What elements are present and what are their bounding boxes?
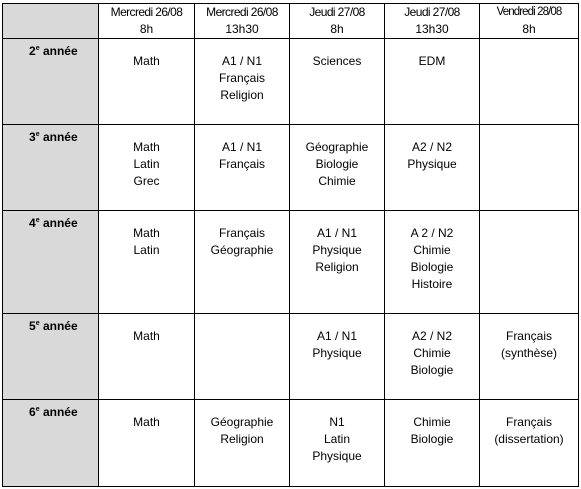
table-row	[3, 400, 579, 487]
subject-label: A1 / N1	[316, 226, 358, 240]
subject-label: Français	[505, 329, 552, 343]
column-header	[195, 4, 290, 39]
subject-label: A1 / N1	[221, 54, 263, 68]
subject-label: Biologie	[410, 432, 454, 446]
row-header	[3, 400, 99, 487]
schedule-cell	[385, 39, 480, 125]
subject-label: Math	[133, 415, 160, 429]
table-row	[3, 125, 579, 211]
schedule-cell	[99, 39, 195, 125]
subject-label: A 2 / N2	[410, 226, 454, 240]
subject-label: Math	[133, 226, 160, 240]
subject-label: Religion	[315, 260, 359, 274]
subject-label: Histoire	[411, 277, 453, 291]
subject-label: Français	[505, 415, 552, 429]
year-number: 6	[29, 405, 36, 419]
subject-label: Français	[218, 157, 265, 171]
schedule-cell	[99, 400, 195, 487]
subject-label: EDM	[418, 54, 446, 68]
column-header	[480, 4, 579, 39]
subject-label: N1	[329, 415, 345, 429]
year-number: 3	[29, 130, 36, 144]
schedule-cell	[480, 314, 579, 400]
column-day: Mercredi 26/08	[206, 5, 278, 19]
schedule-cell	[99, 125, 195, 211]
column-header	[290, 4, 385, 39]
year-label: année	[42, 44, 78, 58]
subject-label: Sciences	[312, 54, 362, 68]
subject-label: Géographie	[305, 140, 369, 154]
subject-label: A1 / N1	[221, 140, 263, 154]
table-row	[3, 314, 579, 400]
subject-label: Latin	[323, 432, 351, 446]
subject-label: A1 / N1	[316, 329, 358, 343]
subject-label: Biologie	[410, 260, 454, 274]
column-header	[385, 4, 480, 39]
subject-label: Chimie	[413, 243, 451, 257]
schedule-cell	[385, 125, 480, 211]
subject-label: A2 / N2	[411, 140, 453, 154]
schedule-cell	[385, 400, 480, 487]
row-header	[3, 314, 99, 400]
row-header	[3, 125, 99, 211]
year-superscript: e	[35, 45, 40, 52]
column-day: Jeudi 27/08	[309, 5, 365, 19]
subject-label: Latin	[133, 157, 160, 171]
column-day: Jeudi 27/08	[404, 5, 460, 19]
subject-label: Chimie	[413, 415, 451, 429]
year-number: 4	[29, 216, 36, 230]
subject-label: Physique	[407, 157, 457, 171]
column-time: 13h30	[225, 22, 259, 36]
subject-label: Physique	[312, 243, 362, 257]
exam-schedule-table	[2, 3, 579, 487]
column-header	[99, 4, 195, 39]
schedule-cell	[195, 211, 290, 314]
subject-label: Biologie	[315, 157, 359, 171]
subject-label: Math	[133, 54, 160, 68]
subject-label: Math	[133, 329, 160, 343]
schedule-cell	[195, 400, 290, 487]
schedule-cell	[480, 39, 579, 125]
schedule-cell	[195, 125, 290, 211]
year-label: année	[42, 216, 78, 230]
year-number: 2	[29, 44, 36, 58]
subject-label: Physique	[312, 449, 362, 463]
subject-label: Math	[133, 140, 160, 154]
column-day: Vendredi 28/08	[496, 6, 562, 18]
subject-label: Géographie	[210, 415, 274, 429]
schedule-cell	[385, 314, 480, 400]
subject-label: Physique	[312, 346, 362, 360]
year-label: année	[42, 130, 78, 144]
subject-label: Français	[218, 71, 265, 85]
subject-label: Religion	[220, 88, 264, 102]
year-label: année	[42, 405, 78, 419]
year-number: 5	[29, 319, 36, 333]
column-day: Mercredi 26/08	[110, 5, 183, 19]
schedule-cell	[290, 39, 385, 125]
year-superscript: e	[35, 406, 40, 413]
row-header	[3, 39, 99, 125]
schedule-cell	[290, 314, 385, 400]
subject-label: Latin	[133, 243, 160, 257]
schedule-cell	[385, 211, 480, 314]
corner-cell	[3, 4, 99, 39]
schedule-cell	[290, 125, 385, 211]
subject-label: (synthèse)	[500, 346, 558, 360]
table-row	[3, 211, 579, 314]
subject-label: Chimie	[413, 346, 451, 360]
subject-label: Religion	[220, 432, 264, 446]
year-superscript: e	[35, 217, 40, 224]
column-time: 8h	[139, 22, 154, 36]
subject-label: Géographie	[210, 243, 274, 257]
subject-label: A2 / N2	[411, 329, 453, 343]
table-row	[3, 39, 579, 125]
subject-label: Grec	[133, 174, 160, 188]
subject-label: Français	[218, 226, 265, 240]
subject-label: Biologie	[410, 363, 454, 377]
schedule-cell	[195, 314, 290, 400]
schedule-cell	[290, 400, 385, 487]
schedule-cell	[480, 125, 579, 211]
schedule-cell	[195, 39, 290, 125]
schedule-cell	[480, 400, 579, 487]
schedule-cell	[290, 211, 385, 314]
year-label: année	[42, 319, 78, 333]
row-header	[3, 211, 99, 314]
schedule-cell	[480, 211, 579, 314]
subject-label: Chimie	[318, 174, 356, 188]
column-time: 13h30	[415, 22, 449, 36]
header-row	[3, 4, 579, 39]
year-superscript: e	[35, 320, 40, 327]
schedule-cell	[99, 314, 195, 400]
schedule-cell	[99, 211, 195, 314]
year-superscript: e	[35, 131, 40, 138]
subject-label: (dissertation)	[494, 432, 564, 446]
column-time: 8h	[522, 22, 536, 36]
column-time: 8h	[330, 22, 344, 36]
